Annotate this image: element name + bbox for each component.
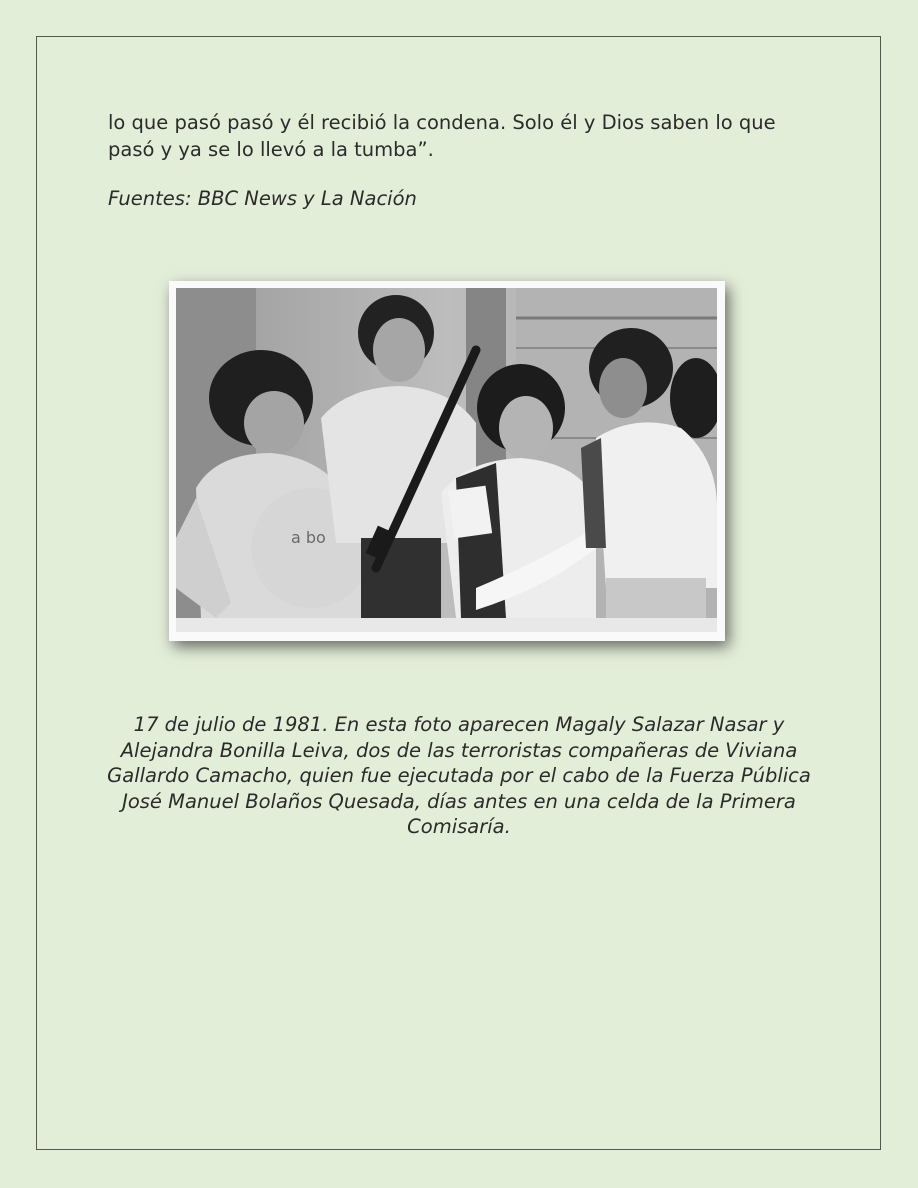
sources-line: Fuentes: BBC News y La Nación	[108, 187, 417, 210]
photo-caption: 17 de julio de 1981. En esta foto aparecen Magaly Salazar Nasar y Alejandra Bonilla Leiva, dos de las terroristas compañeras de Viviana Gallardo Camacho, quien fue ejecutada por el cabo de la Fuerza Pública José Manuel Bolaños Quesada, días antes en una celda de la Primera Comisaría.	[107, 713, 811, 838]
historical-photo	[169, 281, 725, 641]
body-paragraph: lo que pasó pasó y él recibió la condena. Solo él y Dios saben lo que pasó y ya se lo llevó a la tumba”.	[108, 111, 776, 161]
shirt-print: a bo	[291, 528, 326, 547]
photo-image	[176, 288, 717, 632]
